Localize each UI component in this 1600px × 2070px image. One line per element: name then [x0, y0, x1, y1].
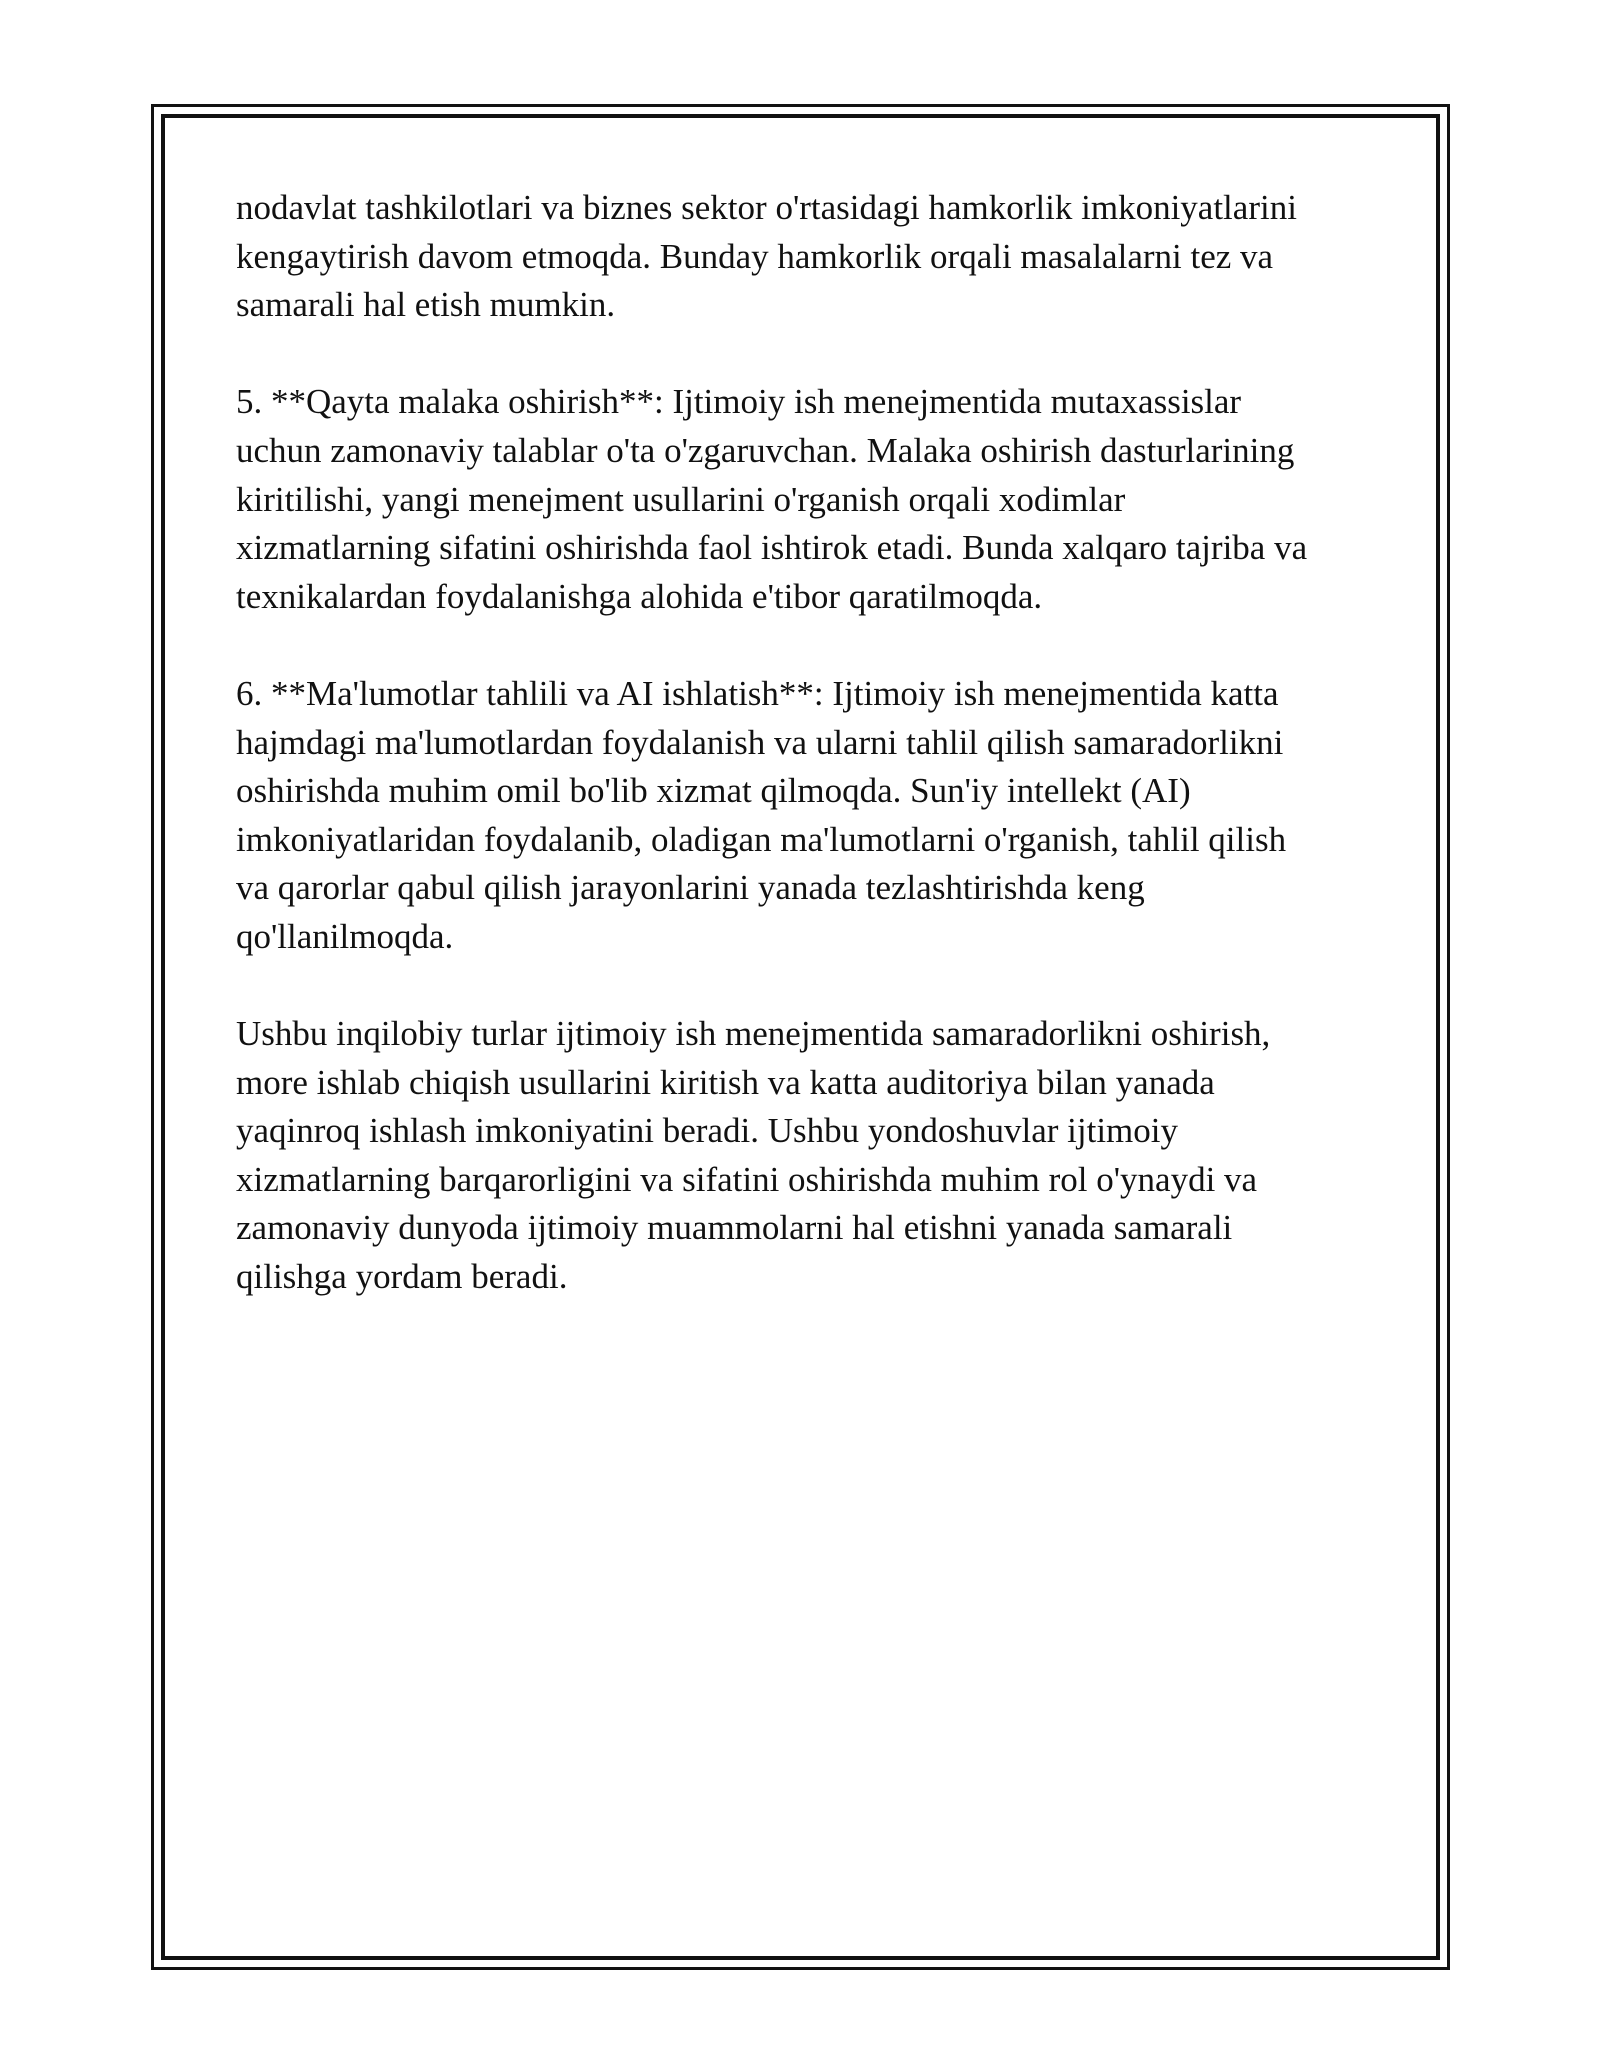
- text-line: imkoniyatlaridan foydalanib, oladigan ma'lumotlarni o'rganish, tahlil qilish: [236, 819, 1287, 859]
- text-line: xizmatlarning sifatini oshirishda faol ishtirok etadi. Bunda xalqaro tajriba va: [236, 528, 1308, 568]
- text-line: kiritilishi, yangi menejment usullarini o'rganish orqali xodimlar: [236, 479, 1126, 519]
- paragraph-conclusion: [236, 1010, 1376, 1302]
- paragraph-partnership-continuation: [236, 184, 1376, 330]
- text-line: zamonaviy dunyoda ijtimoiy muammolarni hal etishni yanada samarali: [236, 1208, 1233, 1248]
- text-line: texnikalardan foydalanishga alohida e'tibor qaratilmoqda.: [236, 576, 1043, 616]
- text-line: yaqinroq ishlash imkoniyatini beradi. Ushbu yondoshuvlar ijtimoiy: [236, 1111, 1178, 1151]
- text-line: oshirishda muhim omil bo'lib xizmat qilmoqda. Sun'iy intellekt (AI): [236, 771, 1191, 811]
- text-line: qo'llanilmoqda.: [236, 916, 454, 956]
- text-line: va qarorlar qabul qilish jarayonlarini yanada tezlashtirishda keng: [236, 868, 1145, 908]
- text-line: xizmatlarning barqarorligini va sifatini oshirishda muhim rol o'ynaydi va: [236, 1159, 1258, 1199]
- text-line: kengaytirish davom etmoqda. Bunday hamkorlik orqali masalalarni tez va: [236, 236, 1274, 276]
- text-line: nodavlat tashkilotlari va biznes sektor o'rtasidagi hamkorlik imkoniyatlarini: [236, 188, 1297, 227]
- paragraph-item-6-data-analysis-ai: [236, 670, 1376, 962]
- text-line: 6. **Ma'lumotlar tahlili va AI ishlatish**: Ijtimoiy ish menejmentida katta: [236, 673, 1279, 713]
- text-line: more ishlab chiqish usullarini kiritish va katta auditoriya bilan yanada: [236, 1062, 1215, 1102]
- document-body: [236, 184, 1376, 1350]
- text-line: 5. **Qayta malaka oshirish**: Ijtimoiy ish menejmentida mutaxassislar: [236, 382, 1242, 422]
- text-line: Ushbu inqilobiy turlar ijtimoiy ish menejmentida samaradorlikni oshirish,: [236, 1014, 1271, 1054]
- text-line: samarali hal etish mumkin.: [236, 285, 616, 325]
- text-line: hajmdagi ma'lumotlardan foydalanish va ularni tahlil qilish samaradorlikni: [236, 722, 1284, 762]
- text-line: qilishga yordam beradi.: [236, 1257, 568, 1297]
- paragraph-item-5-retraining: [236, 378, 1376, 621]
- text-line: uchun zamonaviy talablar o'ta o'zgaruvchan. Malaka oshirish dasturlarining: [236, 430, 1295, 470]
